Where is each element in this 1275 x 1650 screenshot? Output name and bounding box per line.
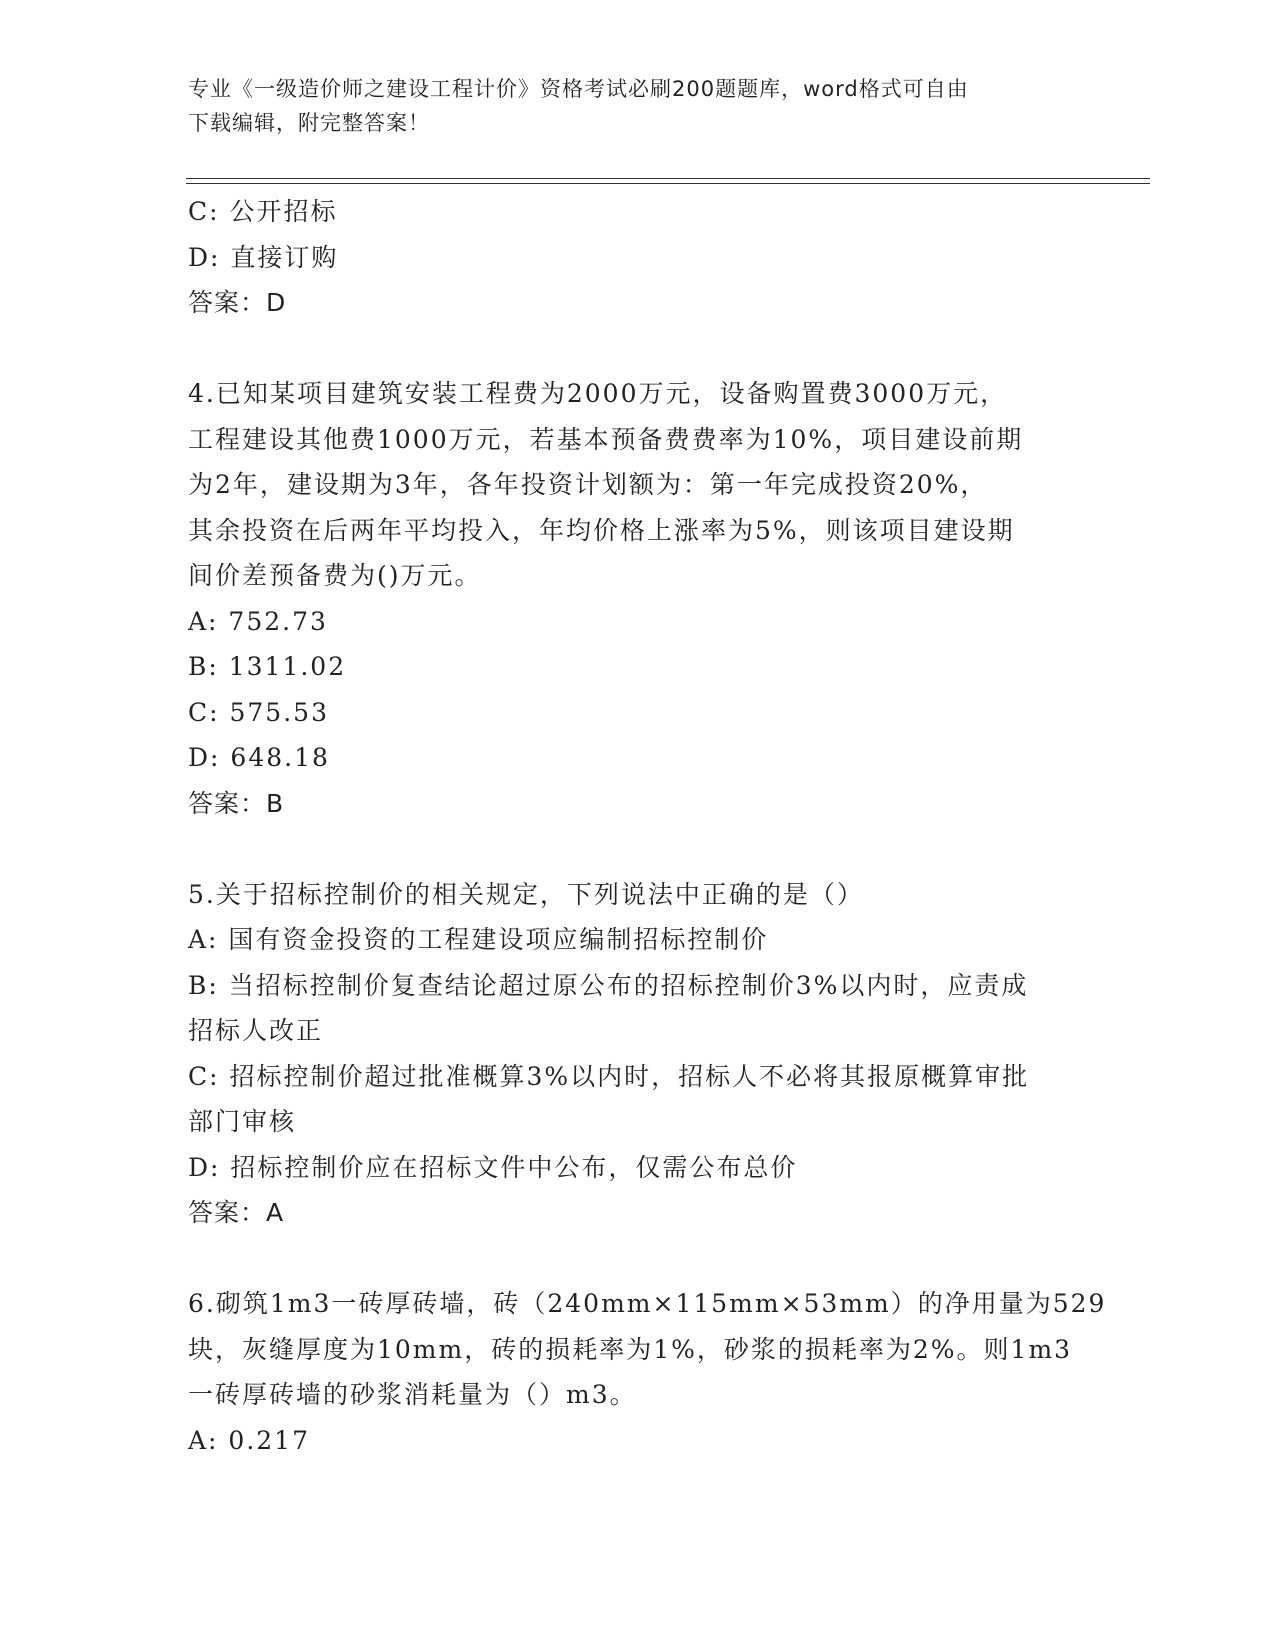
q5-answer: 答案：A (188, 1198, 285, 1227)
document-header (188, 72, 1068, 140)
q4-stem-line-1: 4.已知某项目建筑安装工程费为2000万元，设备购置费3000万元， (188, 379, 1008, 408)
q6-option-a: A: 0.217 (188, 1425, 310, 1455)
header-rule-top (186, 178, 1150, 179)
spacer (188, 1236, 1088, 1282)
q5-stem: 5.关于招标控制价的相关规定，下列说法中正确的是（） (188, 879, 864, 909)
q5-option-c-line-1: C: 招标控制价超过批准概算3%以内时，招标人不必将其报原概算审批 (188, 1061, 1030, 1091)
q4-stem-line-3: 为2年，建设期为3年，各年投资计划额为：第一年完成投资20%， (188, 470, 988, 499)
q3-answer: 答案：D (188, 288, 287, 317)
q3-option-d: D: 直接订购 (188, 242, 339, 272)
q5-option-d: D: 招标控制价应在招标文件中公布，仅需公布总价 (188, 1152, 798, 1182)
q4-option-b: B: 1311.02 (188, 652, 347, 681)
q4-stem-line-4: 其余投资在后两年平均投入，年均价格上涨率为5%，则该项目建设期 (188, 515, 1015, 545)
spacer (188, 826, 1088, 872)
q4-stem-line-2: 工程建设其他费1000万元，若基本预备费费率为10%，项目建设前期 (188, 424, 1024, 454)
q4-answer: 答案：B (188, 788, 285, 818)
q5-option-b-line-1: B: 当招标控制价复查结论超过原公布的招标控制价3%以内时，应责成 (188, 970, 1029, 1000)
header-line-1: 专业《一级造价师之建设工程计价》资格考试必刷200题题库，word格式可自由 (188, 77, 969, 101)
q6-stem-line-3: 一砖厚砖墙的砂浆消耗量为（）m3。 (188, 1380, 637, 1409)
header-rule-bottom (186, 183, 1150, 184)
question-content (188, 189, 1107, 1463)
q3-option-c: C: 公开招标 (188, 197, 338, 226)
header-line-2: 下载编辑，附完整答案！ (188, 111, 430, 135)
q4-stem-line-5: 间价差预备费为()万元。 (188, 561, 482, 590)
q5-option-b-line-2: 招标人改正 (188, 1016, 324, 1045)
q6-stem-line-1: 6.砌筑1m3一砖厚砖墙，砖（240mm×115mm×53mm）的净用量为529 (188, 1289, 1107, 1318)
q4-option-c: C: 575.53 (188, 697, 329, 727)
q5-option-c-line-2: 部门审核 (188, 1107, 297, 1136)
q4-option-d: D: 648.18 (188, 743, 330, 772)
q5-option-a: A: 国有资金投资的工程建设项应编制招标控制价 (188, 925, 769, 954)
q6-stem-line-2: 块，灰缝厚度为10mm，砖的损耗率为1%，砂浆的损耗率为2%。则1m3 (188, 1334, 1073, 1364)
spacer (188, 326, 1088, 372)
q4-option-a: A: 752.73 (188, 606, 328, 636)
